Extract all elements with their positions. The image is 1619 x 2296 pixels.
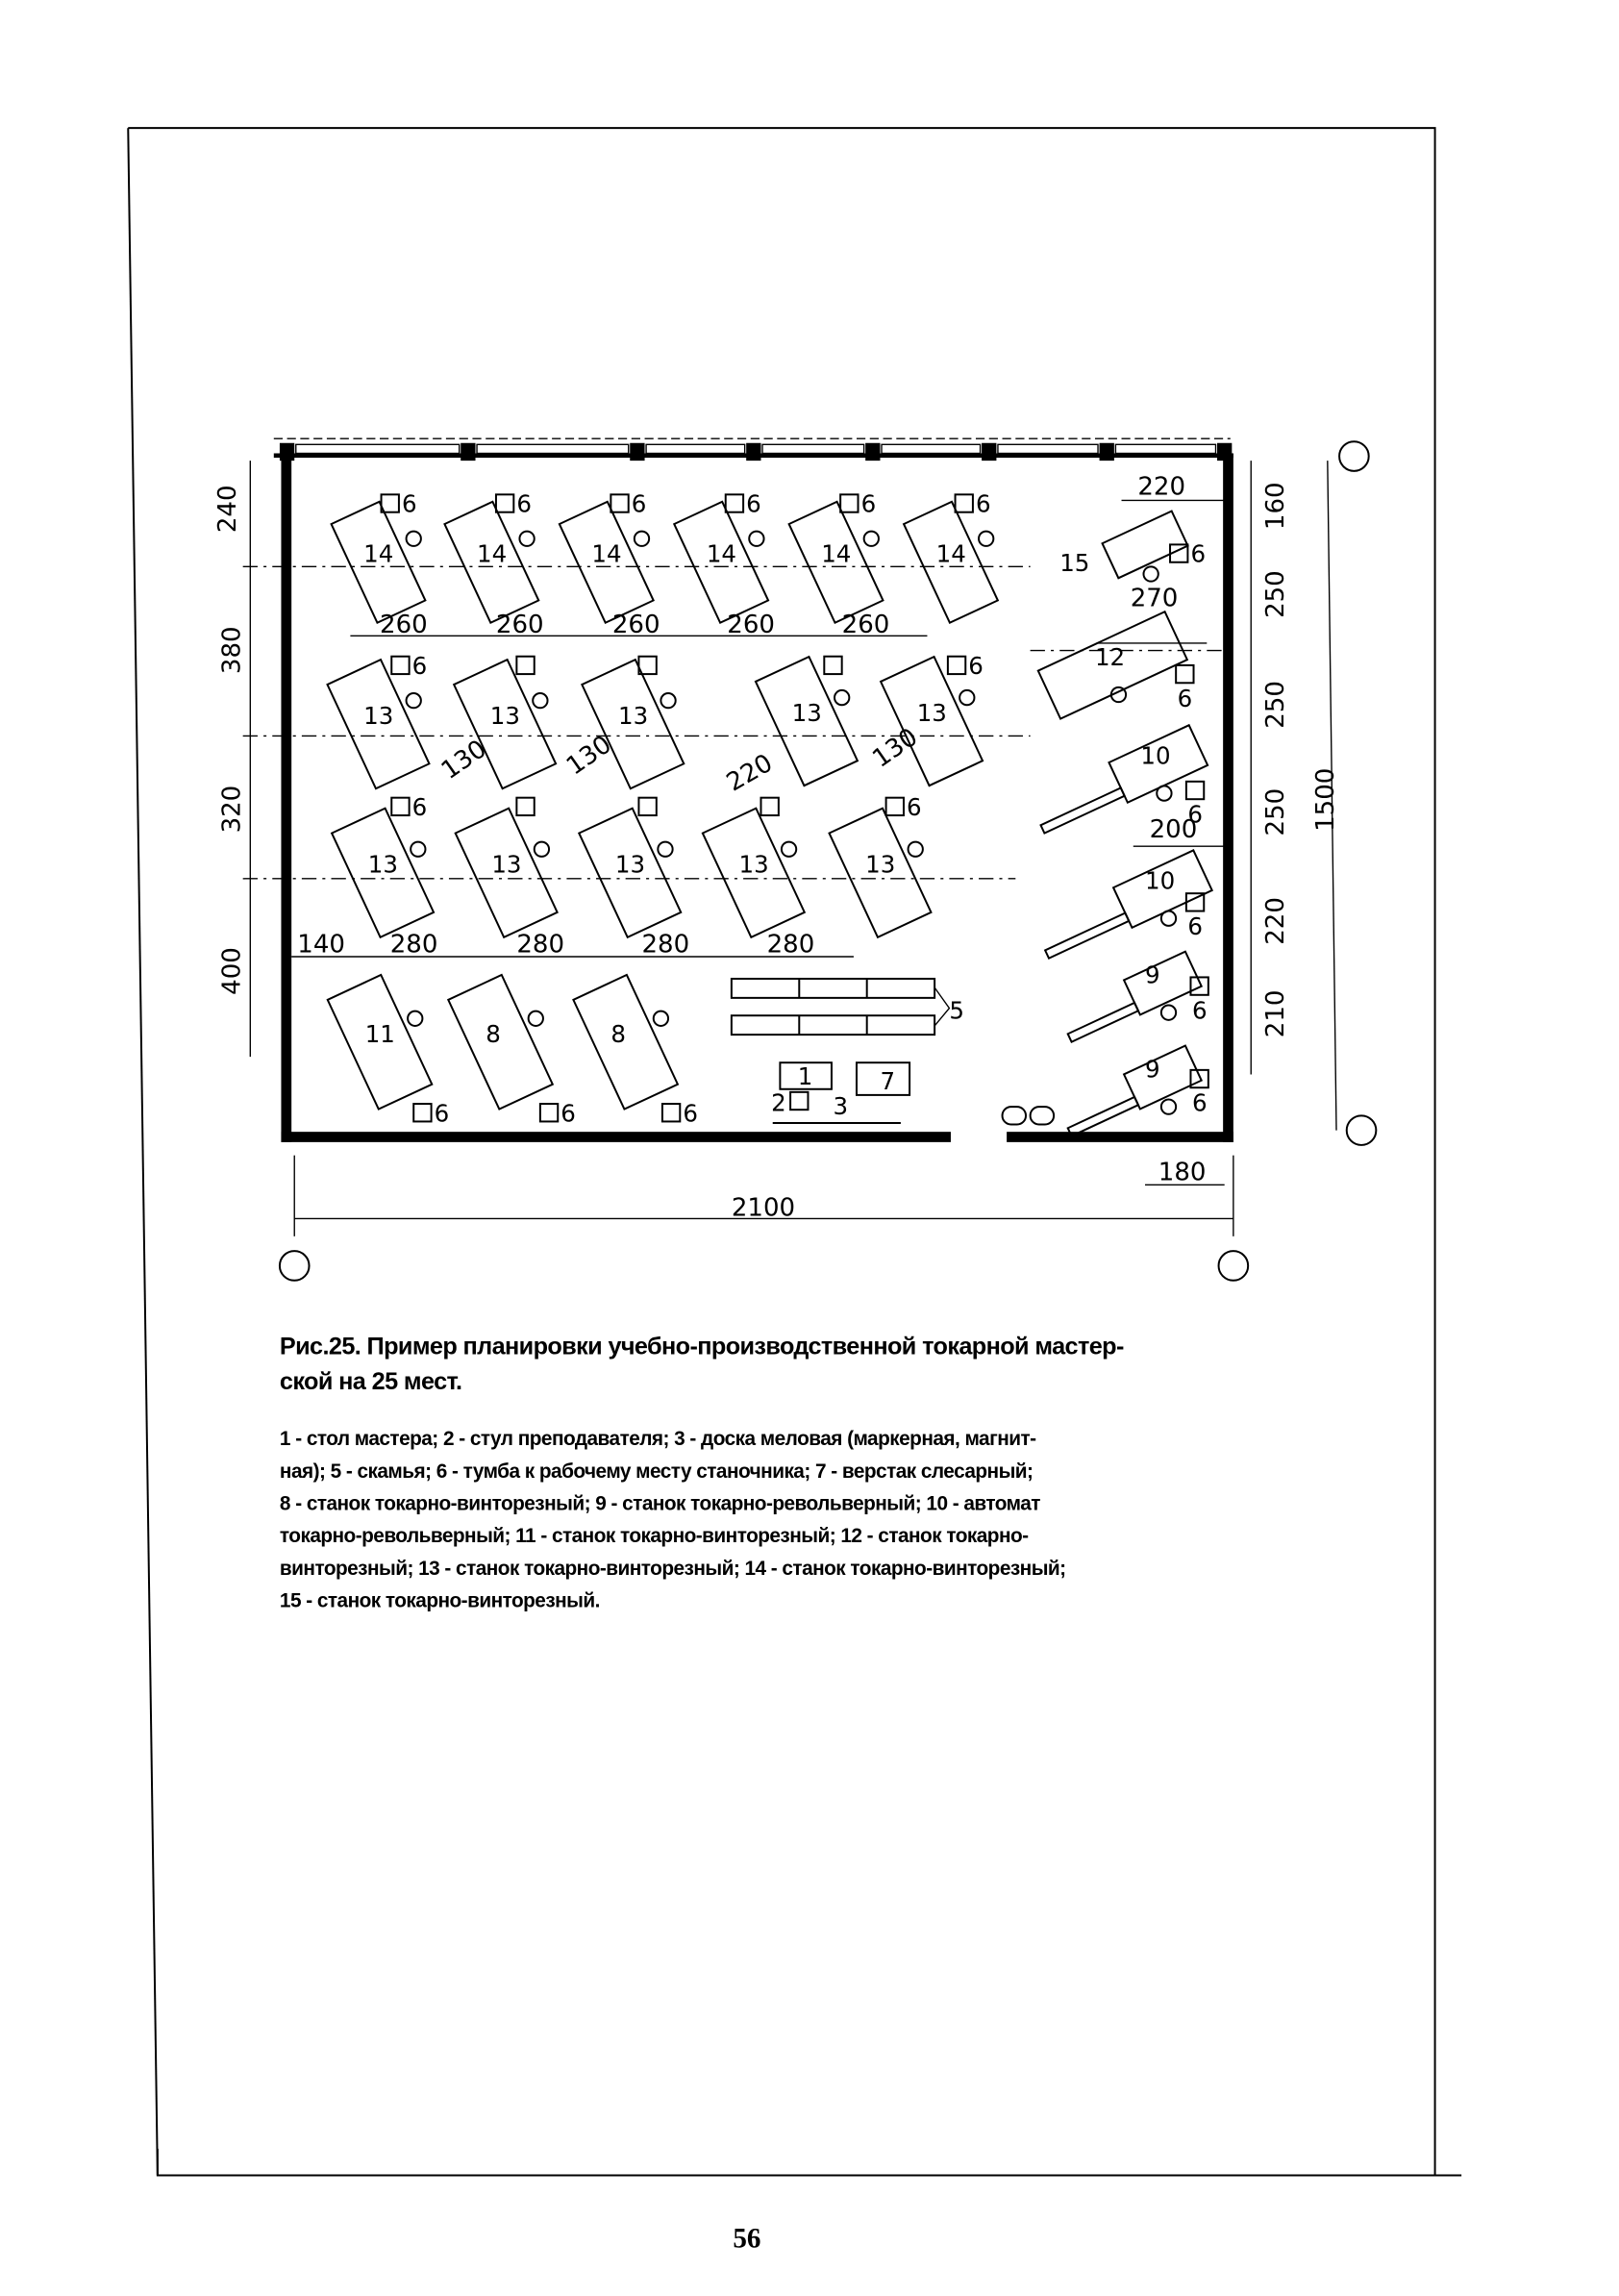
tumba [391,793,427,821]
axis-marker [1339,441,1369,471]
dimension-label: 260 [727,611,775,640]
operator-place-icon [1157,786,1171,800]
windows-wall [274,438,1233,461]
legend-line: 15 - станок токарно-винторезный. [279,1589,600,1612]
dimension-label: 400 [217,947,247,995]
operator-place-icon [834,690,849,705]
tumba-icon [638,798,656,815]
tumba-label: 6 [746,489,761,518]
tumba-label: 6 [1192,996,1208,1025]
figure-title-line: Рис.25. Пример планировки учебно-производственной токарной мастер- [279,1333,1124,1360]
operator-place-icon [411,842,425,857]
tumba [1170,540,1206,568]
page-frame-left [128,128,158,2175]
tumba [886,793,922,821]
window [296,444,460,453]
dimension-label: 280 [389,930,438,960]
tumba [391,652,427,680]
tumba [1176,665,1193,712]
sinks [1003,1107,1055,1124]
wall-pier [982,443,996,461]
tumba-icon [413,1104,431,1121]
wall-pier [865,443,880,461]
dimension-label: 320 [217,785,247,834]
tumba-label: 6 [907,793,922,822]
window [477,444,629,453]
tumba [1190,977,1208,1024]
machine-12 [1038,611,1187,718]
machine-label: 8 [610,1019,626,1048]
dimension-label: 220 [1137,472,1186,502]
tumba-icon [496,494,513,512]
machines [328,502,1212,1136]
dimension-label: 260 [380,611,428,640]
machine-label: 11 [364,1019,395,1048]
machine-14 [674,502,768,623]
machine-label: 14 [477,539,508,568]
machine-label: 13 [489,702,520,731]
dimension-label: 130 [560,730,617,782]
operator-place-icon [658,842,672,857]
dimension-label: 180 [1158,1158,1207,1187]
wall-left [281,453,291,1141]
tumba-label: 6 [860,489,877,518]
operator-place-icon [660,693,675,708]
wall-right [1223,453,1233,1141]
machine-14 [332,502,426,623]
window [646,444,745,453]
tumba [413,1099,449,1127]
machine-13 [703,809,805,937]
tumbas [382,490,1208,1128]
dimension-label: 280 [766,930,815,960]
operator-place-icon [1161,1006,1176,1020]
machine-14 [904,502,998,623]
bench-group [732,979,964,1035]
dimension-label: 280 [641,930,690,960]
axis-marker [1347,1115,1377,1145]
tumba-label: 6 [411,652,428,681]
legend-line: ная); 5 - скамья; 6 - тумба к рабочему месту станочника; 7 - верстак слесарный; [279,1460,1034,1483]
operator-place-icon [635,532,649,546]
tumba [638,798,656,815]
tumba-label: 6 [516,489,532,518]
tumba-label: 6 [975,489,991,518]
tumba [840,490,876,518]
operator-place-icon [979,532,993,546]
tumba [760,798,778,815]
tumba [948,652,984,680]
dimension-label: 210 [1260,989,1290,1038]
tumba-icon [516,657,534,674]
machine-label: 13 [363,702,394,731]
machine-label: 13 [367,850,398,879]
dimension-label: 200 [1149,815,1198,845]
machine-label: 13 [865,850,896,879]
machine-8 [448,975,553,1110]
machine-14 [444,502,538,623]
wall-pier [1100,443,1114,461]
tumba [540,1099,576,1127]
machine-13 [582,660,684,788]
dimension-label: 1500 [1310,767,1340,832]
machine-label: 14 [363,539,394,568]
tumba-icon [1176,665,1193,683]
tumba-label: 6 [1192,1088,1208,1117]
machine-label: 13 [791,699,822,728]
machine-13 [881,657,983,786]
operator-place-icon [1161,1099,1176,1113]
tumba-icon [610,494,628,512]
machine-label: 13 [738,850,769,879]
machine-9 [1068,1046,1202,1136]
tumba-icon [840,494,858,512]
legend-line: 8 - станок токарно-винторезный; 9 - станок токарно-револьверный; 10 - автомат [279,1492,1040,1515]
window [998,444,1098,453]
machine-label: 9 [1145,1055,1160,1084]
dimension-label: 250 [1260,570,1290,618]
operator-place-icon [535,842,549,857]
tumba-label: 6 [1187,912,1203,941]
dimension-label: 2100 [731,1193,796,1223]
bar-feeder [1068,1097,1138,1136]
tumba-label: 6 [1177,684,1193,712]
machine-13 [829,809,931,937]
tumba-icon [391,798,409,815]
machine-label: 14 [821,539,852,568]
tumba-icon [516,798,534,815]
operator-place-icon [749,532,763,546]
bench-label: 5 [949,996,965,1025]
machine-label: 12 [1094,642,1126,671]
tumba-label: 6 [560,1099,576,1128]
dimension-label: 130 [436,734,492,786]
machine-14 [789,502,884,623]
axis-marker [1219,1251,1249,1281]
machine-13 [332,809,434,937]
tumba [382,490,417,518]
operator-place-icon [529,1011,543,1026]
axis-marker [280,1251,310,1281]
dimension-label: 380 [217,626,247,675]
wall-pier [1217,443,1232,461]
workbench-label: 7 [880,1066,896,1095]
operator-place-icon [782,842,796,857]
wall-pier [280,443,294,461]
dimension-label: 250 [1260,787,1290,836]
operator-place-icon [533,693,547,708]
tumba [726,490,761,518]
legend-line: токарно-револьверный; 11 - станок токарно-винторезный; 12 - станок токарно- [279,1525,1029,1548]
operator-place-icon [408,1011,422,1026]
tumba [516,798,534,815]
dimension-label: 260 [495,611,544,640]
legend-line: 1 - стол мастера; 2 - стул преподавателя; 3 - доска меловая (маркерная, магнит- [279,1428,1036,1451]
window [1115,444,1215,453]
machine-13 [456,809,558,937]
machine-9 [1068,952,1202,1042]
dimension-label: 220 [1260,897,1290,945]
machine-8 [573,975,678,1110]
dimension-label: 160 [1260,482,1290,531]
machine-label: 14 [706,539,737,568]
chair-label: 2 [771,1088,786,1117]
tumba [956,490,991,518]
page-number: 56 [733,2223,761,2255]
dimension-label: 260 [611,611,660,640]
tumba [662,1099,698,1127]
operator-place-icon [1143,566,1158,581]
tumba-label: 6 [411,793,428,822]
figure-title-line: ской на 25 мест. [279,1368,462,1396]
tumba [610,490,646,518]
machine-label: 10 [1145,866,1176,895]
tumba-icon [391,657,409,674]
legend-line: винторезный; 13 - станок токарно-винторезный; 14 - станок токарно-винторезный; [279,1557,1066,1580]
tumba-icon [726,494,743,512]
machine-label: 9 [1145,961,1160,989]
tumba-label: 6 [631,489,647,518]
machine-14 [560,502,654,623]
operator-place-icon [1161,911,1176,926]
operator-place-icon [407,693,421,708]
wall-pier [461,443,475,461]
operator-place-icon [407,532,421,546]
operator-place-icon [654,1011,668,1026]
tumba-icon [948,657,965,674]
machine-15 [1059,512,1187,582]
operator-place-icon [959,690,974,705]
tumba-label: 6 [1187,800,1203,829]
tumba-icon [662,1104,680,1121]
dimension-label: 280 [516,930,565,960]
tumba [496,490,532,518]
wall-pier [630,443,644,461]
bar-feeder [1045,913,1129,959]
machine-11 [328,975,433,1110]
operator-place-icon [519,532,534,546]
tumba-label: 6 [1190,539,1207,568]
wall-bottom-left [281,1132,951,1142]
dimension-label: 140 [297,930,345,960]
bar-feeder [1068,1003,1138,1042]
tumba-label: 6 [968,652,984,681]
teacher-chair [790,1092,808,1110]
wall-pier [746,443,760,461]
machine-label: 15 [1059,548,1090,577]
machine-label: 13 [916,699,947,728]
machine-label: 10 [1140,741,1171,770]
tumba-icon [760,798,778,815]
machine-label: 14 [935,539,966,568]
tumba-icon [824,657,841,674]
dimension-label: 240 [213,485,243,534]
tumba [824,657,841,674]
table-label: 1 [797,1062,813,1091]
window [762,444,864,453]
dimension-label: 270 [1130,584,1179,613]
tumba-icon [886,798,904,815]
machine-label: 13 [614,850,646,879]
dimension-label: 130 [867,722,924,774]
page-frame [128,128,1461,2175]
dimension-label: 250 [1260,681,1290,729]
machine-label: 13 [618,702,649,731]
floor-plan [213,438,1376,1281]
tumba-label: 6 [401,489,417,518]
dimension-label: 220 [721,748,778,798]
tumba-label: 6 [434,1099,450,1128]
window [882,444,981,453]
tumba-icon [956,494,973,512]
operator-place-icon [864,532,879,546]
machine-label: 8 [486,1019,501,1048]
tumba [516,657,534,674]
tumba-label: 6 [683,1099,698,1128]
tumba-icon [1186,782,1204,799]
bar-feeder [1041,787,1125,833]
dimension-label: 260 [841,611,890,640]
wall-bottom-right [1007,1132,1233,1142]
operator-place-icon [909,842,923,857]
tumba-icon [540,1104,558,1121]
board-label: 3 [833,1091,849,1120]
machine-13 [579,809,681,937]
machine-label: 14 [591,539,622,568]
machine-label: 13 [491,850,522,879]
